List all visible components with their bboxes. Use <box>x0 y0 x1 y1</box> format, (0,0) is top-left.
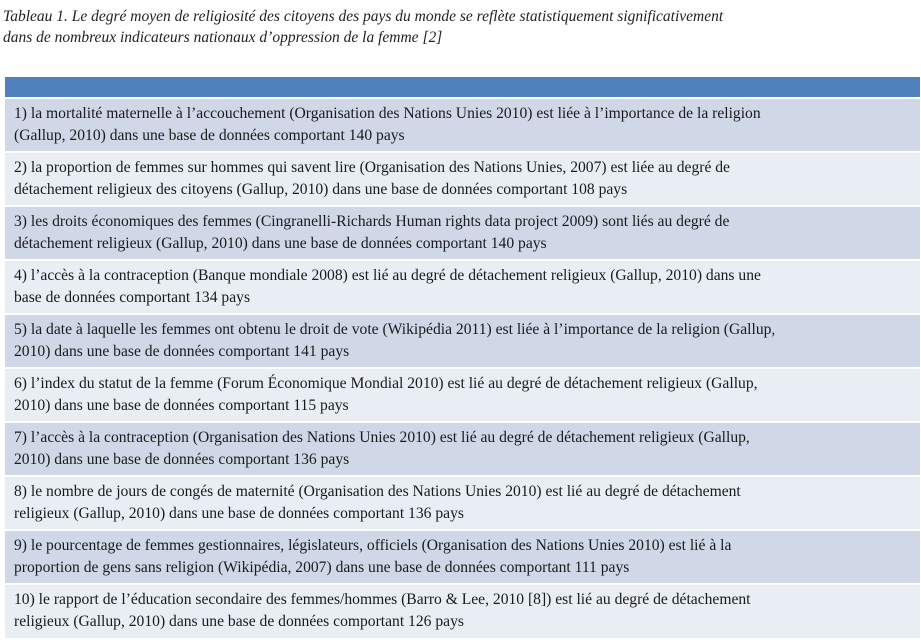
row-text-line-1: 1) la mortalité maternelle à l’accouchement (Organisation des Nations Unies 2010) est liée à l’importance de la religion <box>14 105 761 122</box>
table-row <box>5 477 920 531</box>
caption-line-2: dans de nombreux indicateurs nationaux d’oppression de la femme [2] <box>3 29 443 46</box>
table-row <box>5 207 920 261</box>
row-text-line-1: 5) la date à laquelle les femmes ont obtenu le droit de vote (Wikipédia 2011) est liée à l’importance de la religion (Gallup, <box>14 321 776 338</box>
row-text-line-2: (Gallup, 2010) dans une base de données comportant 140 pays <box>14 127 405 144</box>
row-text-line-1: 10) le rapport de l’éducation secondaire des femmes/hommes (Barro & Lee, 2010 [8]) est lié au degré de détachement <box>14 591 751 608</box>
table-header-bar <box>5 77 920 99</box>
table-row <box>5 315 920 369</box>
row-text-line-2: religieux (Gallup, 2010) dans une base de données comportant 126 pays <box>14 613 464 630</box>
row-text-line-1: 8) le nombre de jours de congés de maternité (Organisation des Nations Unies 2010) est lié au degré de détachement <box>14 483 741 500</box>
table-row <box>5 261 920 315</box>
table-caption <box>3 6 913 48</box>
table-row <box>5 99 920 153</box>
row-text-line-2: proportion de gens sans religion (Wikipédia, 2007) dans une base de données comportant 111 pays <box>14 559 630 576</box>
row-text-line-1: 4) l’accès à la contraception (Banque mondiale 2008) est lié au degré de détachement religieux (Gallup, 2010) dans une <box>14 267 761 284</box>
table-row <box>5 423 920 477</box>
row-text-line-2: 2010) dans une base de données comportant 115 pays <box>14 397 349 414</box>
row-text-line-2: religieux (Gallup, 2010) dans une base de données comportant 136 pays <box>14 505 464 522</box>
row-text-line-2: 2010) dans une base de données comportant 141 pays <box>14 343 350 360</box>
row-text-line-1: 2) la proportion de femmes sur hommes qui savent lire (Organisation des Nations Unies, 2007) est liée au degré de <box>14 159 730 176</box>
row-text-line-2: 2010) dans une base de données comportant 136 pays <box>14 451 350 468</box>
caption-line-1: Tableau 1. Le degré moyen de religiosité des citoyens des pays du monde se reflète statistiquement significativement <box>3 8 724 25</box>
table-row <box>5 585 920 638</box>
table-row <box>5 369 920 423</box>
row-text-line-1: 3) les droits économiques des femmes (Cingranelli-Richards Human rights data project 2009) sont liés au degré de <box>14 213 730 230</box>
row-text-line-2: base de données comportant 134 pays <box>14 289 251 306</box>
row-text-line-1: 7) l’accès à la contraception (Organisation des Nations Unies 2010) est lié au degré de détachement religieux (Gallup, <box>14 429 750 446</box>
row-text-line-1: 9) le pourcentage de femmes gestionnaires, législateurs, officiels (Organisation des Nations Unies 2010) est lié à la <box>14 537 732 554</box>
row-text-line-2: détachement religieux (Gallup, 2010) dans une base de données comportant 140 pays <box>14 235 547 252</box>
findings-table <box>5 77 920 638</box>
row-text-line-2: détachement religieux des citoyens (Gallup, 2010) dans une base de données comportant 108 pays <box>14 181 628 198</box>
row-text-line-1: 6) l’index du statut de la femme (Forum Économique Mondial 2010) est lié au degré de détachement religieux (Gallup, <box>14 375 758 392</box>
table-row <box>5 531 920 585</box>
table-row <box>5 153 920 207</box>
